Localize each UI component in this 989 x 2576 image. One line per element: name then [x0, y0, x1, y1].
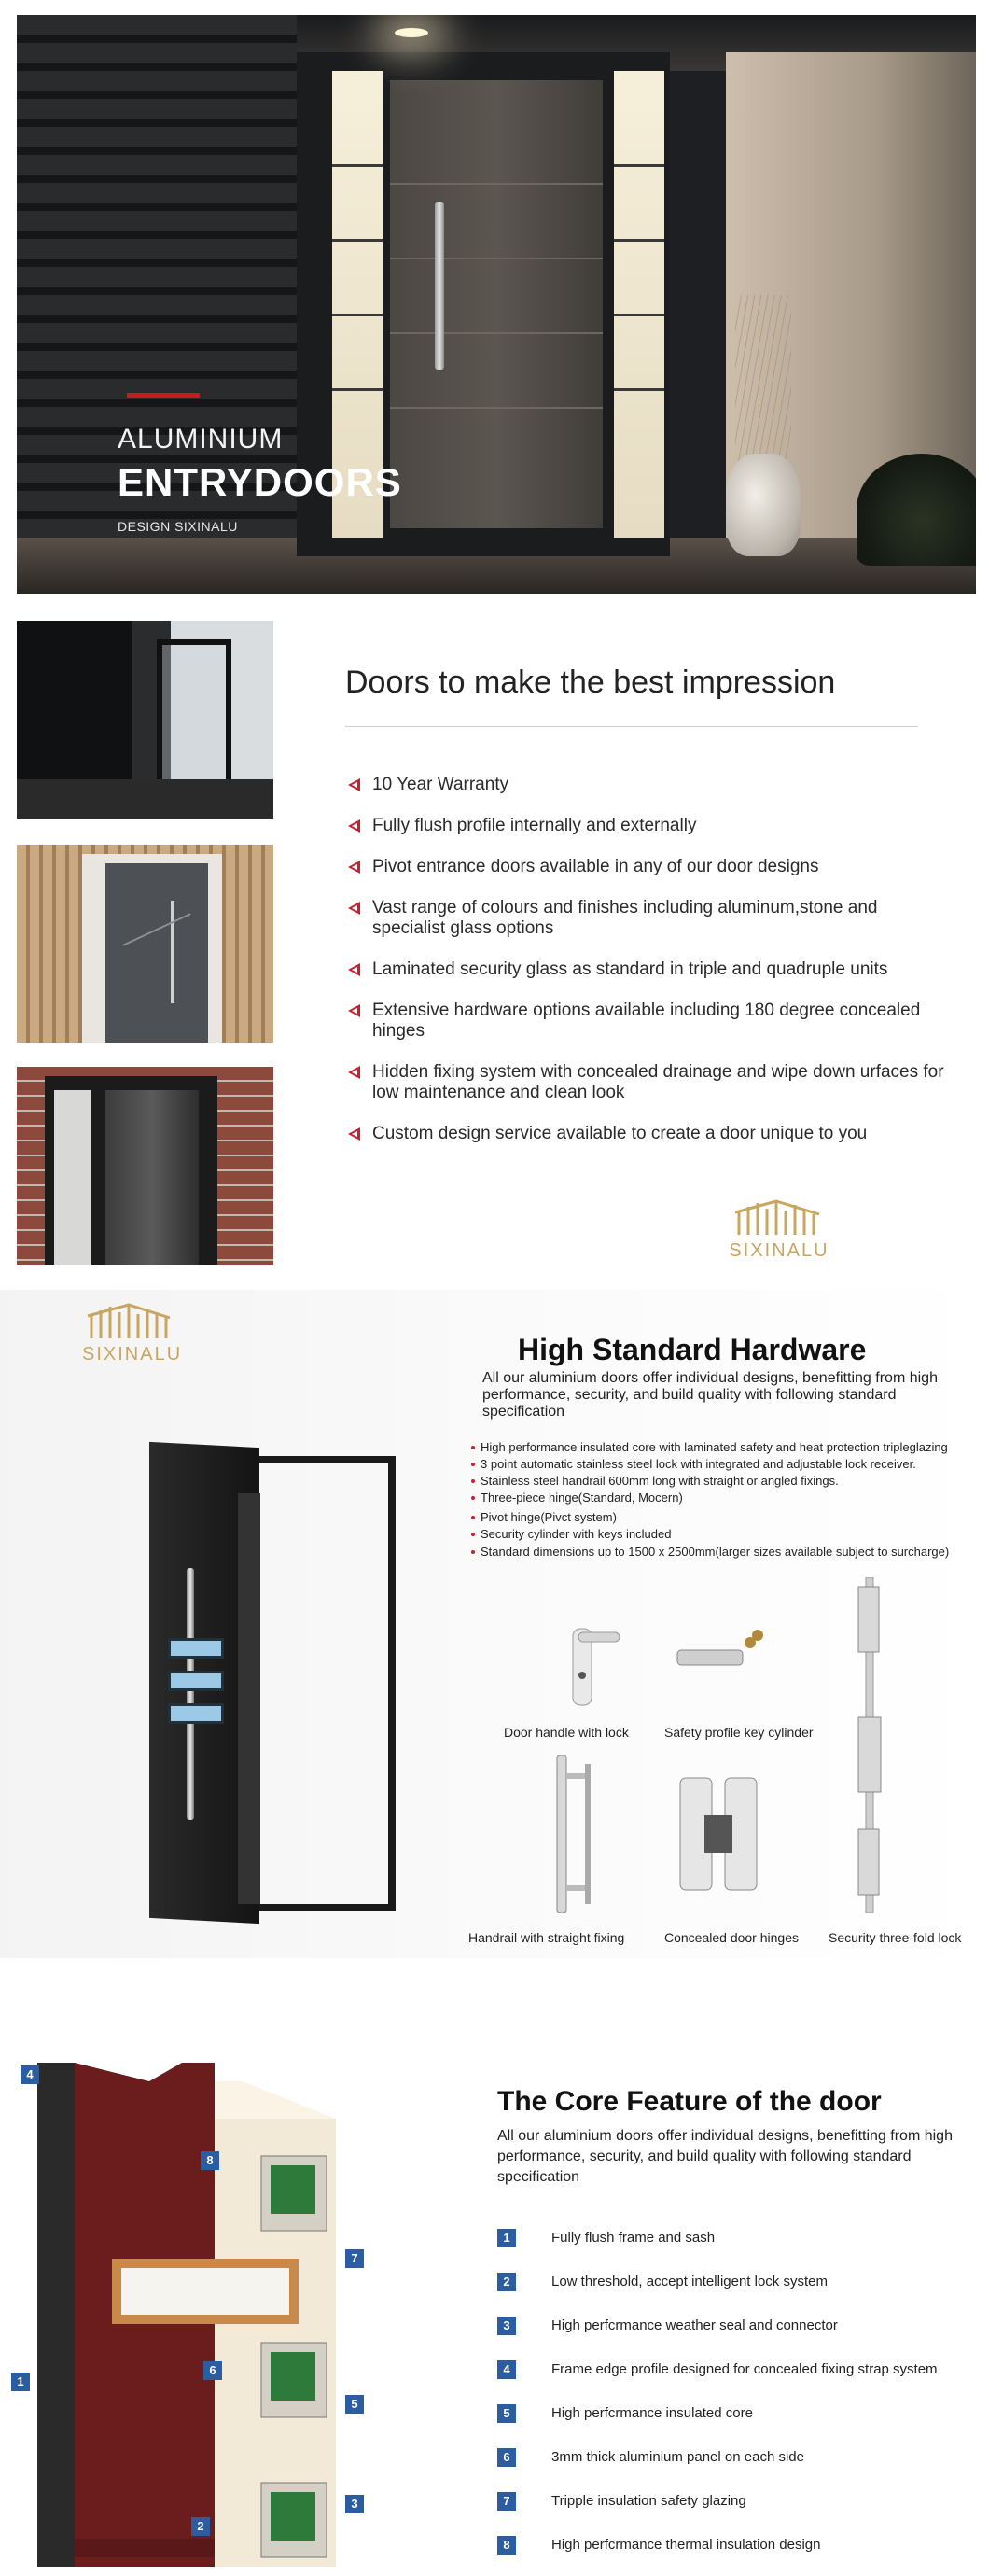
list-item: Pivot entrance doors available in any of our door designs [348, 857, 945, 877]
logo-text: SIXINALU [82, 1344, 183, 1365]
hardware-title: High Standard Hardware [518, 1333, 867, 1366]
glass-bar [332, 314, 383, 316]
callout-badge: 8 [201, 2151, 219, 2170]
item-caption: Handrail with straight fixing [468, 1930, 625, 1945]
list-item: Standard dimensions up to 1500 x 2500mm(larger sizes available subject to surcharge) [471, 1545, 989, 1560]
three-fold-lock-icon [851, 1577, 888, 1913]
hardware-description: All our aluminium doors offer individual designs, benefitting from high performance, security, and build quality with following standard specification [482, 1370, 938, 1420]
callout-badge: 6 [203, 2361, 222, 2380]
glass-strip [168, 1638, 224, 1659]
list-item: Vast range of colours and finishes including aluminum,stone and specialist glass options [348, 898, 945, 939]
list-item: 1 Fully flush frame and sash [497, 2229, 982, 2249]
door-groove [390, 258, 603, 259]
item-caption: Security three-fold lock [829, 1930, 962, 1945]
number-badge: 1 [497, 2229, 516, 2247]
list-item: Security cylinder with keys included [471, 1527, 989, 1542]
dry-grass-plant [735, 295, 791, 463]
number-badge: 4 [497, 2360, 516, 2379]
glass-bar [614, 164, 664, 167]
door-photo-1 [17, 621, 273, 819]
glass-bar [332, 388, 383, 391]
glass-bar [614, 239, 664, 242]
glass-bar [614, 314, 664, 316]
divider [345, 726, 918, 727]
list-item: Stainless steel handrail 600mm long with straight or angled fixings. [471, 1474, 989, 1489]
logo-text: SIXINALU [729, 1240, 829, 1261]
glass-bar [332, 164, 383, 167]
hero-title-line1: ALUMINIUM [118, 424, 284, 455]
concealed-hinge-icon [676, 1769, 760, 1899]
door-cross-section [37, 2063, 364, 2567]
list-item: 10 Year Warranty [348, 775, 945, 795]
hero-subtitle: DESIGN SIXINALU [118, 519, 238, 534]
list-item: 2 Low threshold, accept intelligent lock system [497, 2273, 982, 2293]
door-handle [435, 202, 444, 370]
number-badge: 2 [497, 2273, 516, 2291]
number-badge: 3 [497, 2317, 516, 2335]
arrow-bullet-icon [348, 1004, 360, 1017]
arrow-bullet-icon [348, 1066, 360, 1079]
arrow-bullet-icon [348, 819, 360, 833]
hero-title-line2: ENTRYDOORS [118, 460, 402, 504]
callout-badge: 1 [11, 2373, 30, 2391]
pivot-door [390, 80, 603, 528]
ceiling-light-icon [395, 28, 428, 37]
arrow-bullet-icon [348, 778, 360, 791]
door-groove [390, 183, 603, 185]
door-groove [390, 332, 603, 334]
glass-strip [168, 1703, 224, 1724]
vase [726, 454, 801, 556]
door-edge [238, 1493, 260, 1904]
logo-mark-icon [82, 1303, 175, 1338]
glass-bar [614, 388, 664, 391]
door-groove [390, 407, 603, 409]
item-caption: Concealed door hinges [664, 1930, 799, 1945]
list-item: 3 point automatic stainless steel lock with integrated and adjustable lock receiver. [471, 1457, 989, 1472]
arrow-bullet-icon [348, 963, 360, 976]
list-item: 8 High perfcrmance thermal insulation design [497, 2536, 982, 2556]
arrow-bullet-icon [348, 861, 360, 874]
hero-banner [17, 15, 976, 594]
callout-badge: 4 [21, 2065, 39, 2084]
list-item: 7 Tripple insulation safety glazing [497, 2492, 982, 2513]
bush [857, 454, 976, 566]
wood-slat-wall [17, 15, 297, 594]
key-cylinder-icon [672, 1624, 765, 1689]
door-handrail [187, 1568, 194, 1820]
list-item: 3 High perfcrmance weather seal and connector [497, 2317, 982, 2337]
list-item: 4 Frame edge profile designed for concealed fixing strap system [497, 2360, 982, 2381]
list-item: 5 High perfcrmance insulated core [497, 2404, 982, 2425]
callout-badge: 2 [191, 2517, 210, 2536]
core-description: All our aluminium doors offer individual designs, benefitting from high performance, security, and build quality with following standard specification [497, 2128, 953, 2185]
list-item: 6 3mm thick aluminium panel on each side [497, 2448, 982, 2469]
list-item: Extensive hardware options available including 180 degree concealed hinges [348, 1001, 945, 1042]
item-caption: Door handle with lock [504, 1725, 629, 1740]
brand-logo [728, 1199, 830, 1265]
core-title: The Core Feature of the door [497, 2086, 882, 2117]
callout-badge: 7 [345, 2249, 364, 2268]
list-item: Fully flush profile internally and externally [348, 816, 945, 836]
arrow-bullet-icon [348, 1127, 360, 1141]
callout-badge: 5 [345, 2395, 364, 2414]
list-item: Three-piece hinge(Standard, Mocern) [471, 1491, 989, 1505]
number-badge: 5 [497, 2404, 516, 2423]
logo-mark-icon [728, 1199, 830, 1235]
side-glass-right [614, 71, 664, 538]
list-item: Pivot hinge(Pivct system) [471, 1510, 989, 1525]
list-item: Laminated security glass as standard in triple and quadruple units [348, 959, 945, 980]
handrail-icon [544, 1755, 600, 1913]
glass-strip [168, 1671, 224, 1691]
arrow-bullet-icon [348, 902, 360, 915]
list-item: High performance insulated core with laminated safety and heat protection tripleglazing [471, 1440, 989, 1455]
list-item: Custom design service available to create a door unique to you [348, 1124, 945, 1144]
list-item: Hidden fixing system with concealed drainage and wipe down urfaces for low maintenance and clean look [348, 1062, 945, 1103]
item-caption: Safety profile key cylinder [664, 1725, 814, 1740]
number-badge: 7 [497, 2492, 516, 2511]
brand-logo [82, 1303, 183, 1370]
number-badge: 6 [497, 2448, 516, 2467]
impression-title: Doors to make the best impression [345, 665, 836, 700]
door-photo-3 [17, 1067, 273, 1265]
door-photo-2 [17, 845, 273, 1043]
accent-line [127, 393, 200, 398]
callout-badge: 3 [345, 2495, 364, 2513]
door-handle-icon [550, 1619, 625, 1713]
glass-bar [332, 239, 383, 242]
number-badge: 8 [497, 2536, 516, 2555]
